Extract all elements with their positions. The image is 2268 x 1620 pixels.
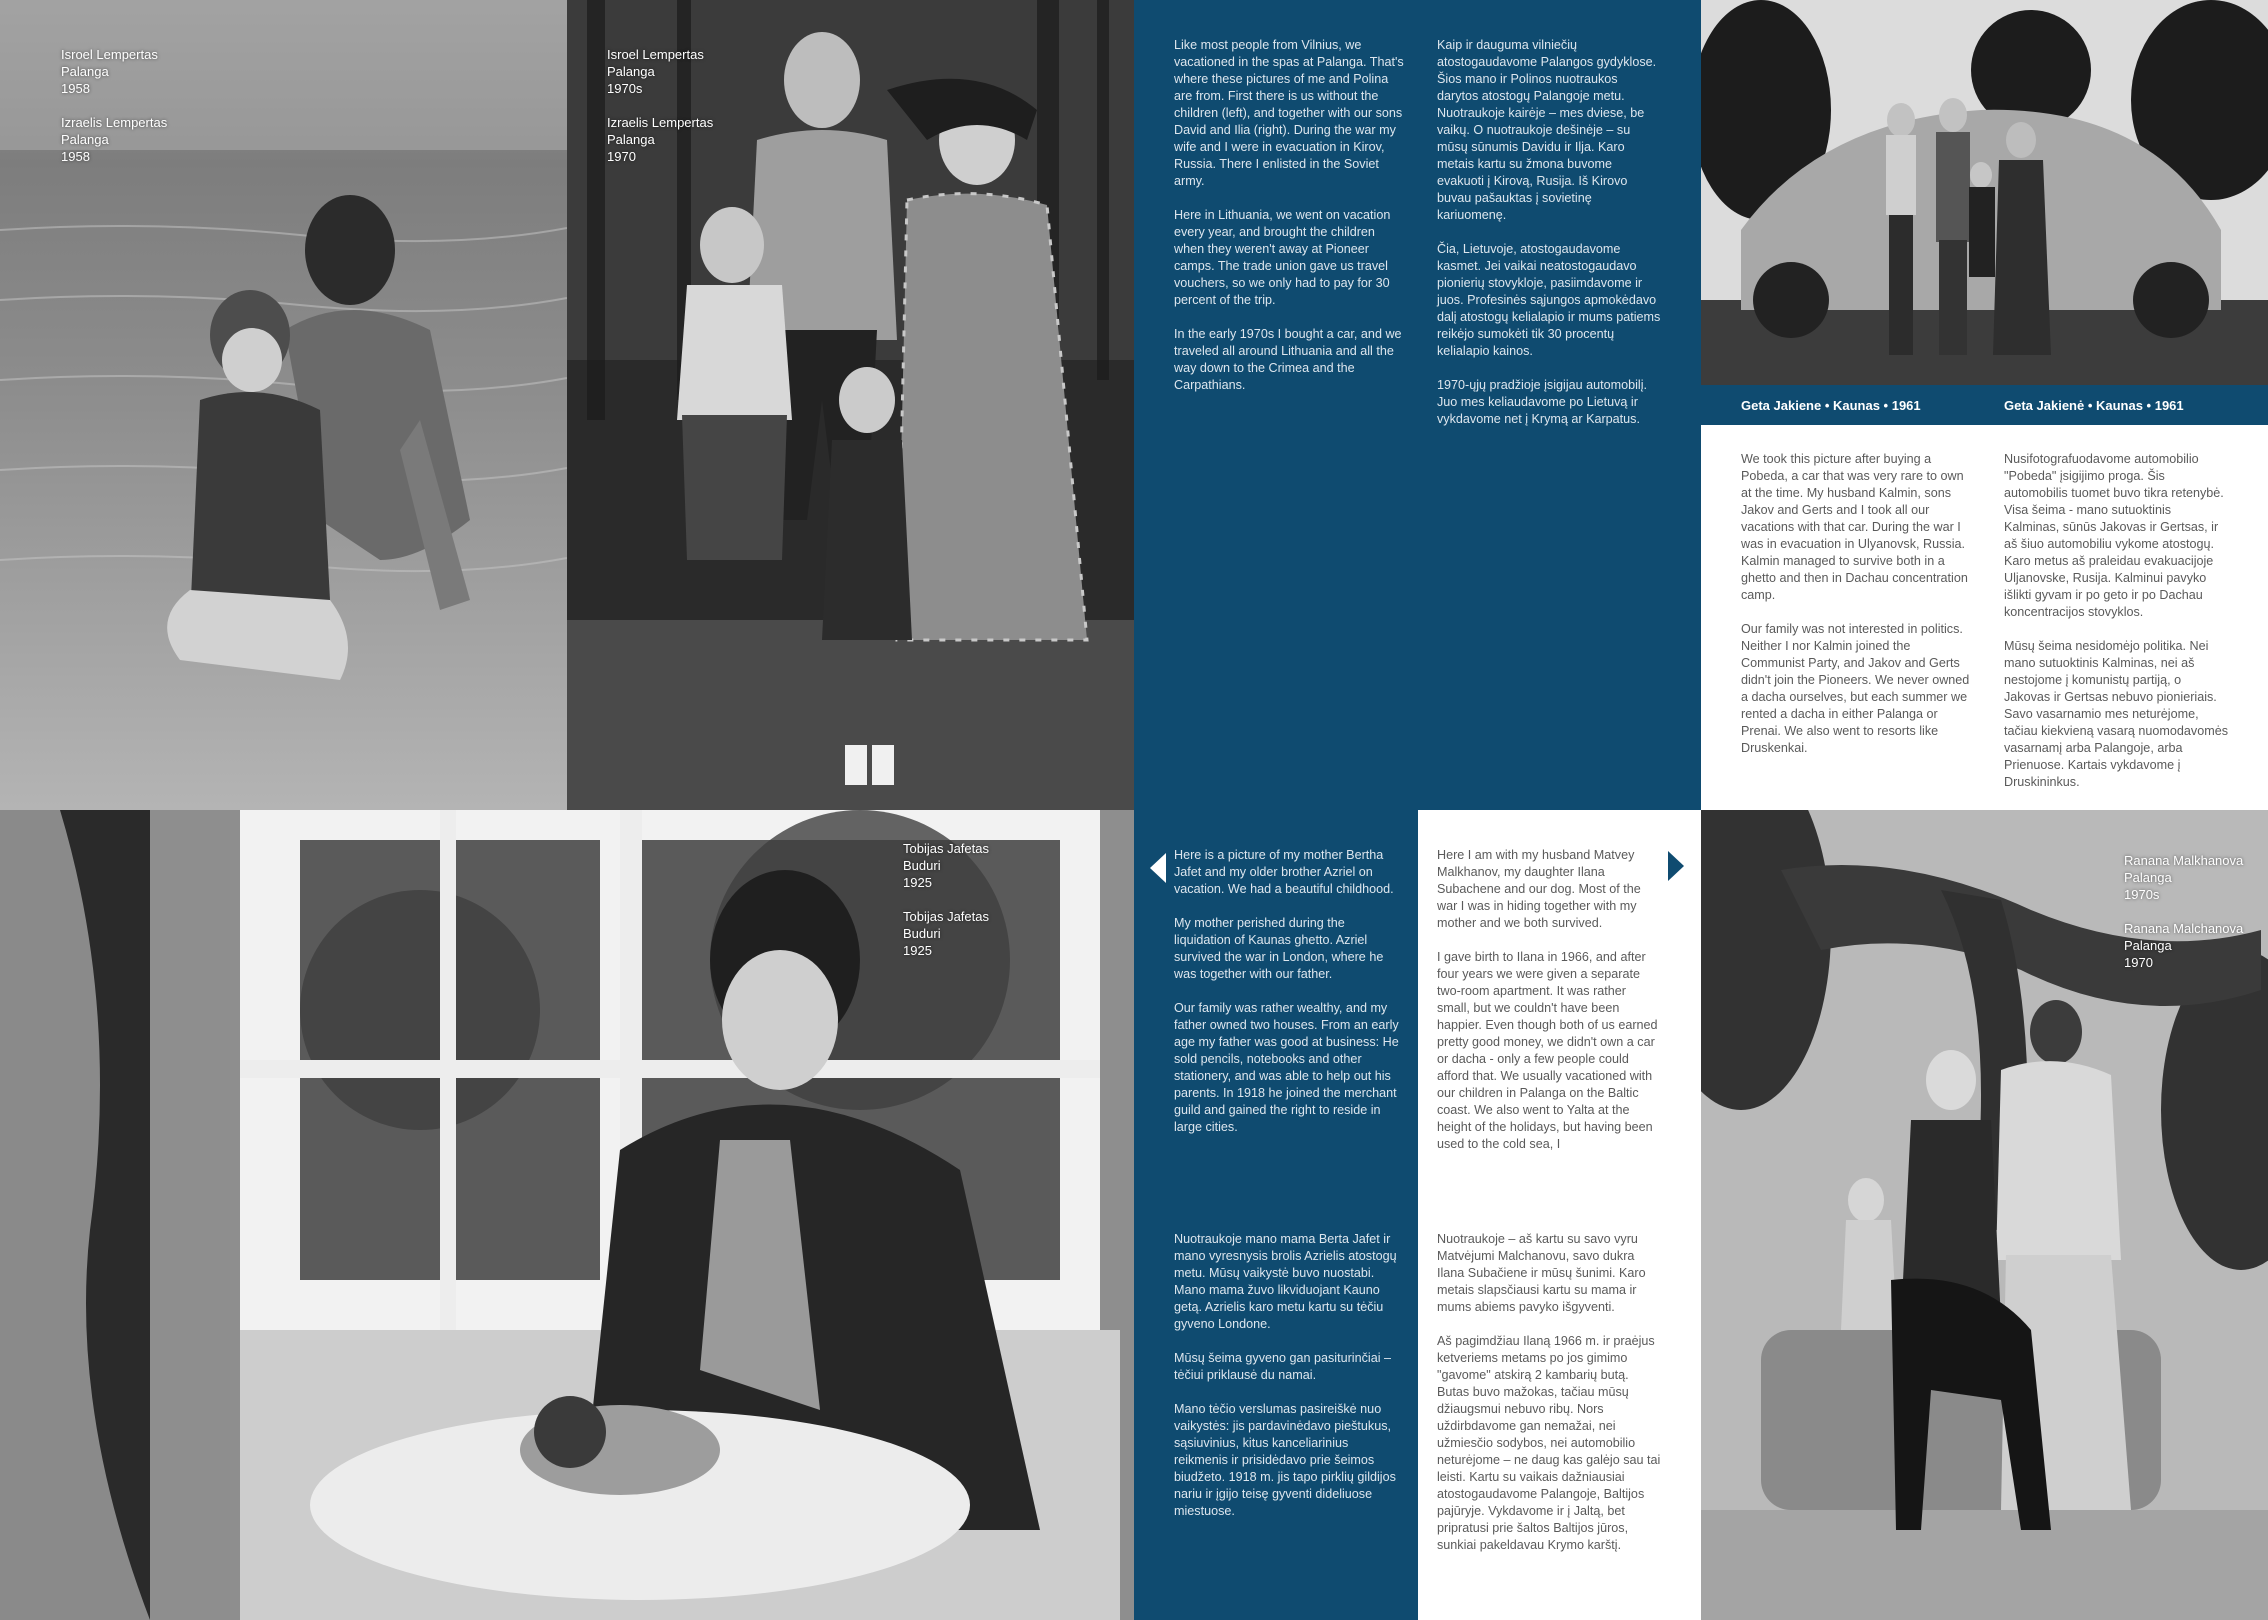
caption-family-forest — [607, 46, 713, 182]
caption-line: 1958 — [61, 149, 90, 164]
paragraph: Here I am with my husband Matvey Malkhanov, my daughter Ilana Subachene and our dog. Most of the war I was in hiding together with my mother and we both survived. — [1437, 848, 1641, 930]
story-jafetas-en — [1174, 847, 1404, 1153]
caption-monument — [2124, 852, 2243, 988]
paragraph: Nuotraukoje mano mama Berta Jafet ir mano vyresnysis brolis Azrielis atostogų metu. Mūsų vaikystė buvo nuostabi. Mano mama žuvo likviduojant Kauno getą. Azrielis karo metu kartu su tėčiu gyveno Londone. — [1174, 1232, 1397, 1331]
paragraph: I gave birth to Ilana in 1966, and after four years we were given a separate two-room apartment. It was rather small, but we couldn't have been happier. Even though both of us earned pretty good money, we didn't own a car or dacha - only a few people could afford that. We usually vacationed with our children in Palanga on the Baltic coast. We also went to Yalta at the height of the holidays, but having been used to the cold sea, I — [1437, 950, 1658, 1151]
paragraph: 1970-ųjų pradžioje įsigijau automobilį. Juo mes keliaudavome po Lietuvą ir vykdavome net į Krymą ar Karpatus. — [1437, 378, 1648, 426]
caption-line: 1970 — [607, 149, 636, 164]
caption-line: Palanga — [61, 132, 109, 147]
paragraph: Nuotraukoje – aš kartu su savo vyru Matvėjumi Malchanovu, savo dukra Ilana Subačiene ir mūsų šunimi. Karo metais slapsčiausi kartu su mama ir mums abiems pavyko išgyventi. — [1437, 1232, 1646, 1314]
caption-line: Palanga — [607, 64, 655, 79]
caption-line: 1970s — [2124, 887, 2160, 902]
paragraph: Mūsų šeima gyveno gan pasiturinčiai – tėčiui priklausė du namai. — [1174, 1351, 1392, 1382]
caption-line: Ranana Malchanova — [2124, 921, 2244, 936]
story-jakiene-en — [1741, 451, 1971, 774]
caption-line: Tobijas Jafetas — [903, 841, 989, 856]
caption-line: Palanga — [2124, 938, 2172, 953]
caption-line: 1970s — [607, 81, 643, 96]
paragraph: Kaip ir dauguma vilniečių atostogaudavome Palangos gydyklose. Šios mano ir Polinos nuotraukos darytos atostogų Palangoje metu. Nuotraukoje kairėje – mes dviese, be vaikų. O nuotraukoje dešinėje – su mūsų sūnumis Davidu ir Ilja. Karo metais kartu su žmona buvome evakuoti į Kirovą, Rusija. Iš Kirovo buvau pašauktas į sovietinę kariuomenę. — [1437, 38, 1657, 222]
caption-line: 1958 — [61, 81, 90, 96]
paragraph: Mūsų šeima nesidomėjo politika. Nei mano sutuoktinis Kalminas, nei aš nestojome į komunistų partiją, o Jakovas ir Gertsas nebuvo pionieriais. Savo vasarnamio mes neturėjome, tačiau kiekvieną vasarą nuomodavomės vasarnamį arba Palangoje, arba Prienuose. Kartais vykdavome į Druskininkus. — [2004, 639, 2229, 789]
paragraph: Here is a picture of my mother Bertha Jafet and my older brother Azriel on vacation. We had a beautiful childhood. — [1174, 848, 1394, 896]
story-malkhanova-en — [1437, 847, 1662, 1170]
caption-line: Palanga — [2124, 870, 2172, 885]
paragraph: Our family was not interested in politics. Neither I nor Kalmin joined the Communist Party, and Jakov and Gerts didn't join the Pioneers. We never owned a dacha ourselves, but each summer we rented a dacha in either Palanga or Prenai. We also went to resorts like Druskenkai. — [1741, 622, 1970, 755]
arrow-left-icon — [1150, 853, 1166, 883]
caption-mother-baby — [903, 840, 989, 976]
paragraph: My mother perished during the liquidation of Kaunas ghetto. Azriel survived the war in London, where he was together with our father. — [1174, 916, 1384, 981]
caption-line: Buduri — [903, 926, 941, 941]
caption-line: Ranana Malkhanova — [2124, 853, 2244, 868]
caption-line: 1925 — [903, 943, 932, 958]
paragraph: We took this picture after buying a Pobeda, a car that was very rare to own at the time. My husband Kalmin, sons Jakov and Gerts and I took all our vacations with that car. During the war I was in evacuation in Ulyanovsk, Russia. Kalmin managed to survive both in a ghetto and then in Dachau concentration camp. — [1741, 452, 1968, 602]
caption-line: Isroel Lempertas — [607, 47, 704, 62]
paragraph: Čia, Lietuvoje, atostogaudavome kasmet. Jei vaikai neatostogaudavo pionierių stovykloje, pasiimdavome ir juos. Profesinės sąjungos apmokėdavo dalį atostogų kelialapio ir mums patiems reikėjo sumokėti tik 30 procentų kelialapio kainos. — [1437, 242, 1661, 358]
paragraph: Our family was rather wealthy, and my father owned two houses. From an early age my father was good at business: He sold pencils, notebooks and other stationery, and was able to help out his parents. In 1918 he joined the merchant guild and gained the right to reside in large cities. — [1174, 1001, 1399, 1134]
caption-line: Palanga — [607, 132, 655, 147]
caption-line: Tobijas Jafetas — [903, 909, 989, 924]
story-jafetas-lt — [1174, 1231, 1404, 1537]
paragraph: Mano tėčio verslumas pasireiškė nuo vaikystės: jis pardavinėdavo pieštukus, sąsiuvinius, kitus kanceliarinius reikmenis ir prisidėdavo prie šeimos biudžeto. 1918 m. jis tapo pirklių gildijos nariu ir įgijo teisę gyventi dideliuose miestuose. — [1174, 1402, 1396, 1518]
story-lempertas-en — [1174, 37, 1404, 411]
caption-line: Isroel Lempertas — [61, 47, 158, 62]
caption-line: Izraelis Lempertas — [607, 115, 714, 130]
photo-family-car — [1701, 0, 2268, 385]
caption-beach — [61, 46, 167, 182]
caption-car-lt: Geta Jakienė • Kaunas • 1961 — [2004, 398, 2184, 413]
caption-line: 1925 — [903, 875, 932, 890]
paragraph: In the early 1970s I bought a car, and we traveled all around Lithuania and all the way down to the Crimea and the Carpathians. — [1174, 327, 1402, 392]
paragraph: Here in Lithuania, we went on vacation every year, and brought the children when they weren't away at Pioneer camps. The trade union gave us travel vouchers, so we only had to pay for 30 percent of the trip. — [1174, 208, 1391, 307]
story-jakiene-lt — [2004, 451, 2229, 808]
story-lempertas-lt — [1437, 37, 1662, 445]
caption-line: Izraelis Lempertas — [61, 115, 168, 130]
caption-line: Palanga — [61, 64, 109, 79]
caption-line: 1970 — [2124, 955, 2153, 970]
paragraph: Aš pagimdžiau Ilaną 1966 m. ir praėjus ketveriems metams po jos gimimo "gavome" atskirą 2 kambarių butą. Butas buvo mažokas, tačiau mūsų džiaugsmui nebuvo ribų. Nors uždirbdavome gan nemažai, nei užmiesčio sodybos, nei automobilio neturėjome – ne daug kas galėjo sau tai leisti. Kartu su vaikais dažniausiai atostogaudavome Palangoje, Baltijos pajūryje. Vykdavome ir į Jaltą, bet pripratusi prie šaltos Baltijos jūros, sunkiai pakeldavau Krymo karštį. — [1437, 1334, 1661, 1552]
caption-car-en: Geta Jakiene • Kaunas • 1961 — [1741, 398, 1921, 413]
arrow-right-icon — [1668, 851, 1684, 881]
story-malkhanova-lt — [1437, 1231, 1662, 1571]
caption-line: Buduri — [903, 858, 941, 873]
paragraph: Nusifotografuodavome automobilio "Pobeda" įsigijimo proga. Šis automobilis tuomet buvo tikra retenybė. Visa šeima - mano sutuoktinis Kalminas, sūnūs Jakovas ir Gertsas, ir aš šiuo automobiliu vykome atostogų. Karo metus aš praleidau evakuacijoje Uljanovske, Rusija. Kalminui pavyko išlikti gyvam ir po geto ir po Dachau koncentracijos stovyklos. — [2004, 452, 2224, 619]
paragraph: Like most people from Vilnius, we vacationed in the spas at Palanga. That's where these pictures of me and Polina are from. First there is us without the children (left), and together with our sons David and Ilia (right). During the war my wife and I were in evacuation in Kirov, Russia. There I enlisted in the Soviet army. — [1174, 38, 1404, 188]
car-photo-image — [1701, 0, 2268, 385]
